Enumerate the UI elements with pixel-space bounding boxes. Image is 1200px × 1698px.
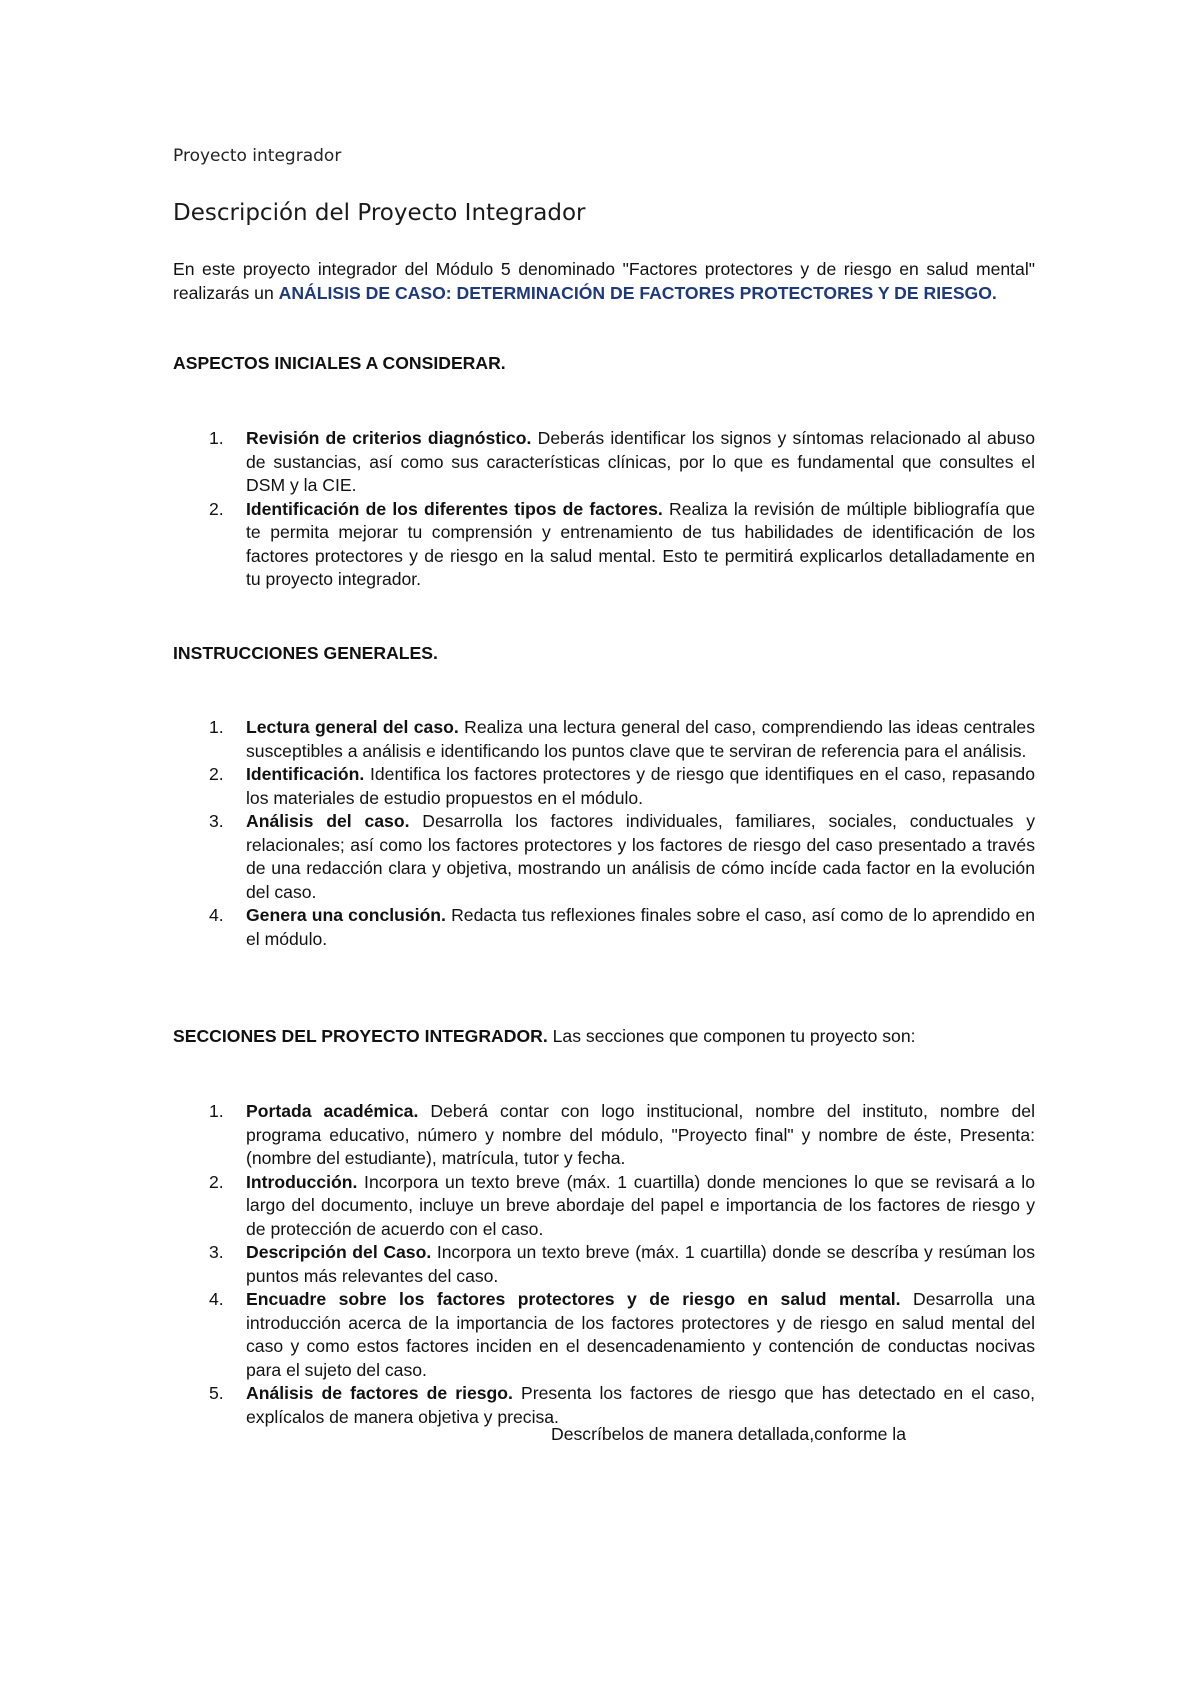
list-number: 2. <box>209 1171 224 1192</box>
list-number: 1. <box>209 428 224 448</box>
header-label: Proyecto integrador <box>173 146 342 166</box>
list-item-title: Descripción del Caso. <box>246 1242 432 1262</box>
list-item-title: Análisis de factores de riesgo. <box>246 1383 513 1403</box>
list-item-title: Encuadre sobre los factores protectores y de riesgo en salud mental. <box>246 1289 901 1309</box>
secciones-heading-line <box>173 1025 916 1049</box>
list-item-title: Genera una conclusión. <box>246 905 446 925</box>
list-item-text: Identifica los factores protectores y de riesgo que identifiques en el caso, repasando los materiales de estudio propuestos en el módulo. <box>246 764 1035 808</box>
secciones-heading-tail: Las secciones que componen tu proyecto son: <box>547 1026 916 1046</box>
list-item <box>173 1288 1035 1382</box>
list-item-title: Análisis del caso. <box>246 811 410 831</box>
list-item-text: Realiza la revisión de múltiple bibliografía que te permita mejorar tu comprensión y entrenamiento de tus habilidades de identificación de los factores protectores y de riesgo en la salud mental. Esto te permitirá explicarlos detalladamente en tu proyecto integrador. <box>246 498 1036 589</box>
list-item-title: Lectura general del caso. <box>246 717 459 737</box>
list-item <box>173 716 1035 763</box>
list-item-title: Identificación de los diferentes tipos de factores. <box>246 498 663 519</box>
intro-paragraph <box>173 258 1035 305</box>
instrucciones-heading: INSTRUCCIONES GENERALES. <box>173 643 438 663</box>
list-number: 2. <box>209 498 224 519</box>
list-item <box>173 427 1035 498</box>
list-item-title: Introducción. <box>246 1171 358 1192</box>
list-number: 2. <box>209 764 224 784</box>
list-item <box>173 810 1035 904</box>
list-number: 5. <box>209 1383 224 1403</box>
continuation-line: Descríbelos de manera detallada,conforme la <box>551 1424 907 1444</box>
list-item <box>173 1100 1035 1171</box>
list-item-text: Deberás identificar los signos y síntomas relacionado al abuso de sustancias, así como sus características clínicas, por lo que es fundamental que consultes el DSM y la CIE. <box>246 428 1035 495</box>
list-number: 3. <box>209 1242 224 1262</box>
list-item-title: Portada académica. <box>246 1101 419 1121</box>
list-number: 4. <box>209 905 224 925</box>
list-item <box>173 904 1035 951</box>
list-item-title: Revisión de criterios diagnóstico. <box>246 428 532 448</box>
list-number: 4. <box>209 1289 224 1309</box>
list-item <box>173 1382 1035 1429</box>
aspectos-heading: ASPECTOS INICIALES A CONSIDERAR. <box>173 353 506 373</box>
secciones-list <box>173 1100 1035 1429</box>
list-item-text: Incorpora un texto breve (máx. 1 cuartilla) donde se descríba y resúman los puntos más relevantes del caso. <box>246 1242 1035 1286</box>
list-item <box>173 1171 1035 1242</box>
intro-text: En este proyecto integrador del Módulo 5 denominado "Factores protectores y de riesgo en salud mental" realizarás un <box>173 259 1035 303</box>
list-item-text: Incorpora un texto breve (máx. 1 cuartilla) donde menciones lo que se revisará a lo largo del documento, incluye un breve abordaje del papel e importancia de los factores de riesgo y de protección de acuerdo con el caso. <box>246 1171 1035 1239</box>
list-item-text: Presenta los factores de riesgo que has detectado en el caso, explícalos de manera objetiva y precisa. <box>246 1383 1035 1427</box>
list-number: 1. <box>209 717 224 737</box>
list-item-text: Redacta tus reflexiones finales sobre el caso, así como de lo aprendido en el módulo. <box>246 905 1035 949</box>
list-item-title: Identificación. <box>246 764 365 784</box>
instrucciones-list <box>173 716 1035 951</box>
aspectos-list <box>173 427 1035 592</box>
secciones-heading: SECCIONES DEL PROYECTO INTEGRADOR. <box>173 1026 548 1046</box>
list-item <box>173 1241 1035 1288</box>
list-item-text: Deberá contar con logo institucional, nombre del instituto, nombre del programa educativo, número y nombre del módulo, "Proyecto final" y nombre de éste, Presenta: (nombre del estudiante), matrícula, tutor y fecha. <box>246 1101 1035 1168</box>
list-item-text: Desarrolla una introducción acerca de la importancia de los factores protectores y de riesgo en salud mental del caso y como estos factores inciden en el desencadenamiento y contención de conductas nocivas para el sujeto del caso. <box>246 1289 1035 1380</box>
list-item <box>173 498 1035 592</box>
list-number: 3. <box>209 811 224 831</box>
list-item-text: Desarrolla los factores individuales, familiares, sociales, conductuales y relacionales; así como los factores protectores y los factores de riesgo del caso presentado a través de una redacción clara y objetiva, mostrando un análisis de cómo incíde cada factor en la evolución del caso. <box>246 811 1035 902</box>
page-title: Descripción del Proyecto Integrador <box>173 200 586 226</box>
list-item <box>173 763 1035 810</box>
list-item-text: Realiza una lectura general del caso, comprendiendo las ideas centrales susceptibles a análisis e identificando los puntos clave que te serviran de referencia para el análisis. <box>246 717 1035 761</box>
list-number: 1. <box>209 1101 224 1121</box>
intro-highlight: ANÁLISIS DE CASO: DETERMINACIÓN DE FACTORES PROTECTORES Y DE RIESGO. <box>278 282 997 303</box>
